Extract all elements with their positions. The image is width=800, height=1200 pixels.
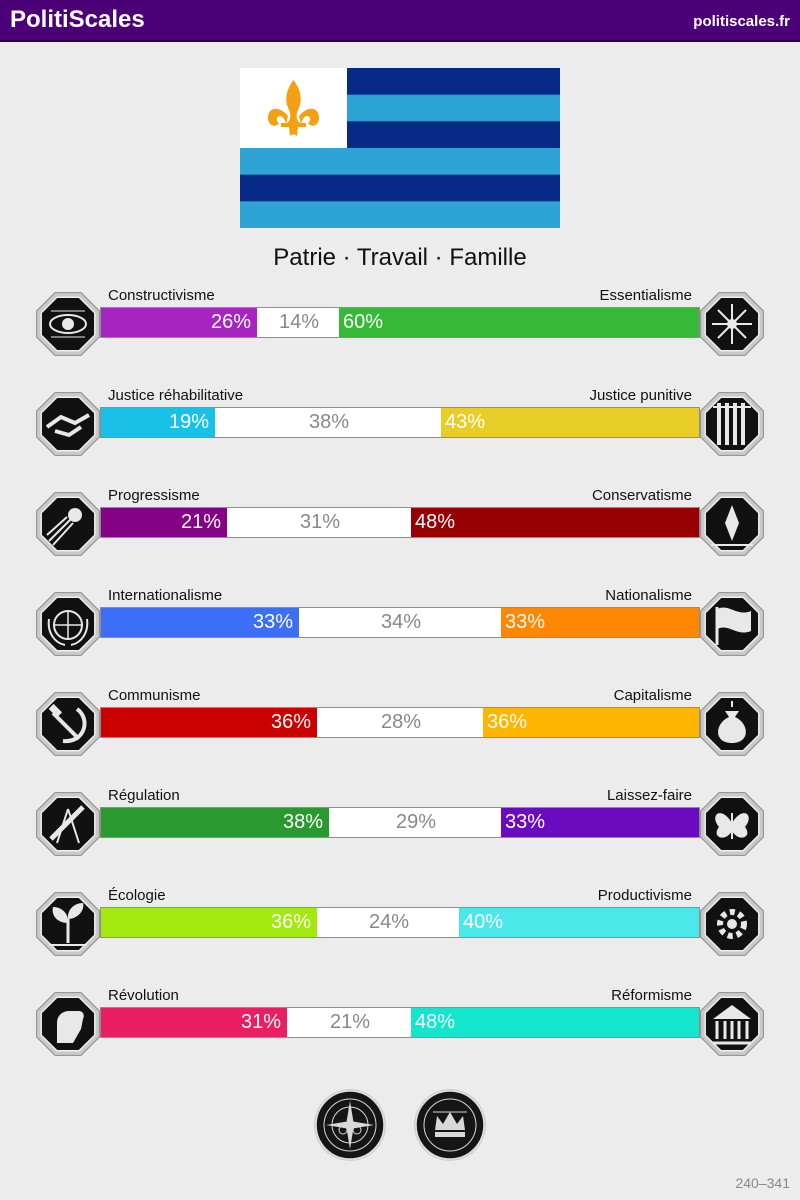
result-flag [240,68,560,228]
axis-right-label: Productivisme [597,887,692,904]
axis-right-value: 60% [339,308,699,337]
axis-left-value: 19% [101,408,215,437]
axis-left-value: 26% [101,308,257,337]
gear-icon [697,889,767,959]
butterfly-icon [697,789,767,859]
axis-right-value: 33% [501,808,699,837]
flag-icon [697,589,767,659]
axis-left-label: Communisme [108,687,201,704]
parliament-icon [697,989,767,1059]
crown-seal-icon [413,1088,487,1162]
axis-bar [100,607,700,638]
axis-middle-value: 38% [308,411,350,433]
axis-right-value: 48% [411,1008,699,1037]
axis-right-value: 48% [411,508,699,537]
axis-middle-value: 14% [278,311,320,333]
axis-left-label: Constructivisme [108,287,215,304]
axis-bar [100,807,700,838]
axis-row [0,687,800,767]
axis-left-label: Internationalisme [108,587,223,604]
axis-middle-value: 29% [395,811,437,833]
app-header [0,0,800,42]
sprout-icon [33,889,103,959]
axis-row [0,587,800,667]
axis-right-label: Justice punitive [589,387,692,404]
axis-right-label: Laissez-faire [606,787,692,804]
axis-bar [100,507,700,538]
axis-left-label: Progressisme [108,487,200,504]
axis-row [0,387,800,467]
axis-right-value: 33% [501,608,699,637]
dna-flower-icon [697,289,767,359]
axis-middle-value: 28% [380,711,422,733]
fountain-pen-icon [697,489,767,559]
axis-middle-value: 34% [380,611,422,633]
axis-right-value: 40% [459,908,699,937]
handshake-icon [33,389,103,459]
axis-left-value: 33% [101,608,299,637]
footer-code: 240–341 [735,1175,790,1191]
axis-middle-value: 31% [299,511,341,533]
axis-bar [100,1007,700,1038]
axis-right-label: Capitalisme [613,687,692,704]
slogan: Patrie · Travail · Famille [273,244,527,271]
axis-left-value: 21% [101,508,227,537]
axis-bar [100,707,700,738]
axis-left-label: Écologie [108,887,166,904]
axis-left-value: 38% [101,808,329,837]
axis-right-label: Nationalisme [605,587,692,604]
prison-bars-icon [697,389,767,459]
axis-left-value: 36% [101,708,317,737]
comet-icon [33,489,103,559]
axis-bar [100,907,700,938]
axis-bar [100,307,700,338]
axis-left-label: Révolution [108,987,179,1004]
axis-middle-value: 21% [329,1011,371,1033]
money-bag-icon [697,689,767,759]
axis-row [0,887,800,967]
badges [0,1088,800,1164]
axis-bar [100,407,700,438]
hammer-sickle-icon [33,689,103,759]
globe-laurel-icon [33,589,103,659]
axis-row [0,787,800,867]
axis-row [0,987,800,1067]
brand-title[interactable]: PolitiScales [10,6,145,33]
axis-left-value: 31% [101,1008,287,1037]
site-url[interactable]: politiscales.fr [693,13,790,30]
axis-right-value: 43% [441,408,699,437]
axis-left-label: Justice réhabilitative [108,387,244,404]
axis-right-label: Essentialisme [599,287,692,304]
fist-icon [33,989,103,1059]
ruler-compass-icon [33,789,103,859]
axis-left-value: 36% [101,908,317,937]
eye-icon [33,289,103,359]
axis-middle-value: 24% [368,911,410,933]
compass-seal-icon [313,1088,387,1162]
axis-right-value: 36% [483,708,699,737]
axis-row [0,287,800,367]
axis-right-label: Réformisme [611,987,692,1004]
axis-left-label: Régulation [108,787,180,804]
axis-right-label: Conservatisme [591,487,692,504]
axis-row [0,487,800,567]
